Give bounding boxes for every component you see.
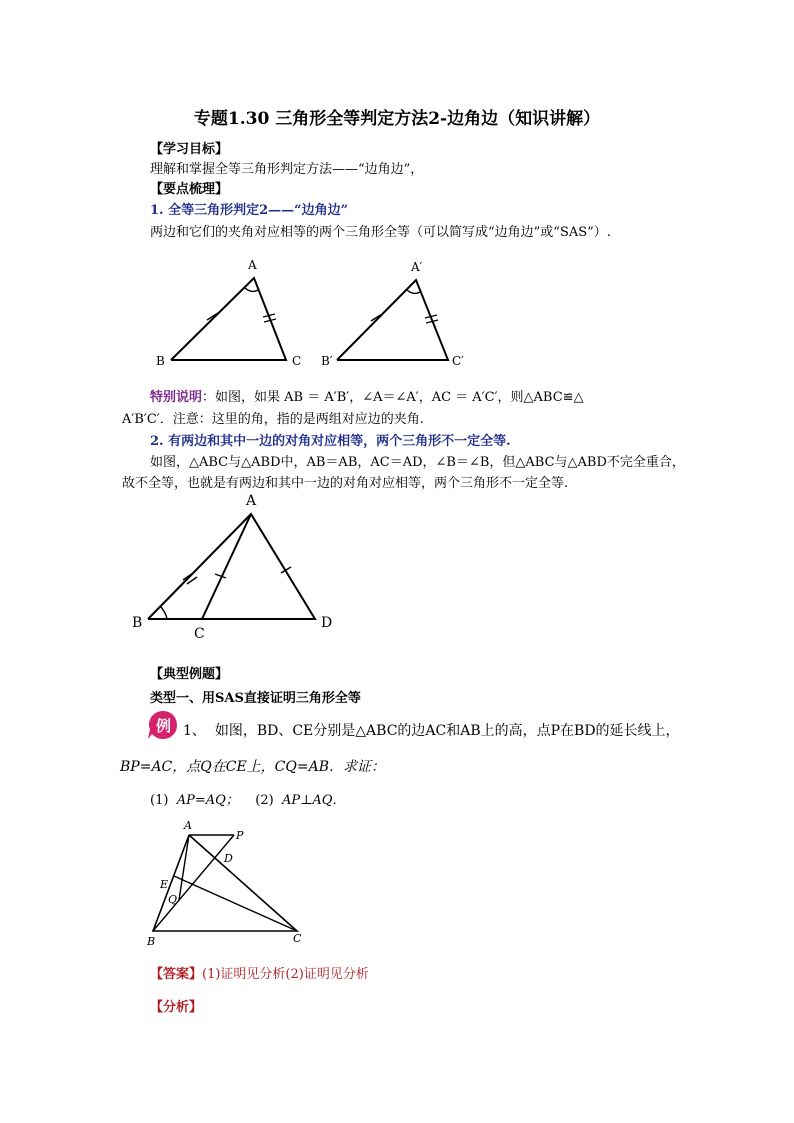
example-line2: BP=AC，点Q在CE上，CQ=AB．求证： — [120, 759, 385, 775]
points-heading: 【要点梳理】 — [150, 182, 229, 197]
triangle-a1b1c1 — [337, 280, 448, 360]
triangle-abc — [171, 278, 286, 360]
type1-heading: 类型一、用SAS直接证明三角形全等 — [150, 691, 361, 706]
analysis-label: 【分析】 — [150, 1000, 203, 1015]
point2-line1: 如图，△ABC与△ABD中，AB＝AB，AC＝AD，∠B＝∠B，但△ABC与△ABD不完全重合， — [150, 455, 685, 470]
figure-ssa-counterexample — [125, 488, 355, 643]
note-label: 特别说明 — [150, 390, 203, 405]
label-a1: A′ — [411, 260, 423, 274]
example-badge-text: 例 — [156, 717, 172, 735]
fig3-label-c: C — [293, 932, 302, 945]
goal-text: 理解和掌握全等三角形判定方法——“边角边”， — [150, 162, 424, 177]
fig2-label-c: C — [194, 626, 205, 642]
fig3-label-e: E — [160, 878, 169, 891]
angle-mark-a — [244, 287, 258, 291]
segment-ce — [174, 876, 297, 931]
example-line1: 1、 如图，BD、CE分别是△ABC的边AC和AB上的高，点P在BD的延长线上， — [183, 723, 680, 739]
point1-text: 两边和它们的夹角对应相等的两个三角形全等（可以简写成“边角边”或“SAS”）. — [150, 225, 611, 240]
figure-example-1 — [140, 815, 315, 950]
fig3-label-d: D — [224, 852, 233, 865]
answer-label: 【答案】 — [150, 967, 203, 982]
goal-heading: 【学习目标】 — [150, 142, 229, 157]
fig3-label-p: P — [236, 829, 244, 842]
page-title: 专题1.30 三角形全等判定方法2-边角边（知识讲解） — [193, 109, 601, 129]
fig3-label-a: A — [184, 819, 192, 832]
segment-ac — [202, 514, 251, 619]
label-c1: C′ — [452, 354, 464, 368]
answer-line — [150, 963, 369, 982]
triangle-abd — [148, 514, 315, 619]
triangle-abc-ex — [153, 835, 297, 931]
point1-heading: 1. 全等三角形判定2——“边角边” — [150, 203, 349, 218]
fig2-label-b: B — [132, 615, 143, 631]
label-b1: B′ — [321, 354, 333, 368]
fig2-label-d: D — [321, 615, 333, 631]
fig3-label-q: Q — [168, 893, 178, 906]
fig3-label-b: B — [147, 935, 156, 948]
figure-sas-triangles — [140, 250, 500, 375]
note-line2: A′B′C′．注意：这里的角，指的是两组对应边的夹角. — [122, 412, 424, 427]
angle-mark-a1 — [406, 289, 420, 293]
examples-heading: 【典型例题】 — [150, 667, 229, 682]
note-line1: 特别说明：如图，如果 AB ＝ A′B′，∠A＝∠A′，AC ＝ A′C′，则△ABC≌△ — [150, 390, 584, 405]
label-b: B — [156, 354, 165, 368]
answer-text: (1)证明见分析(2)证明见分析 — [202, 967, 369, 982]
example-badge-icon — [148, 710, 178, 740]
fig2-label-a: A — [246, 493, 257, 509]
label-a: A — [248, 258, 257, 272]
point2-heading: 2. 有两边和其中一边的对角对应相等，两个三角形不一定全等. — [150, 434, 511, 449]
example-questions: (1) AP=AQ； (2) AP⊥AQ． — [150, 793, 346, 808]
point2-line2: 故不全等，也就是有两边和其中一边的对角对应相等，两个三角形不一定全等. — [122, 476, 569, 491]
angle-mark-b — [161, 607, 167, 619]
label-c: C — [292, 354, 302, 368]
